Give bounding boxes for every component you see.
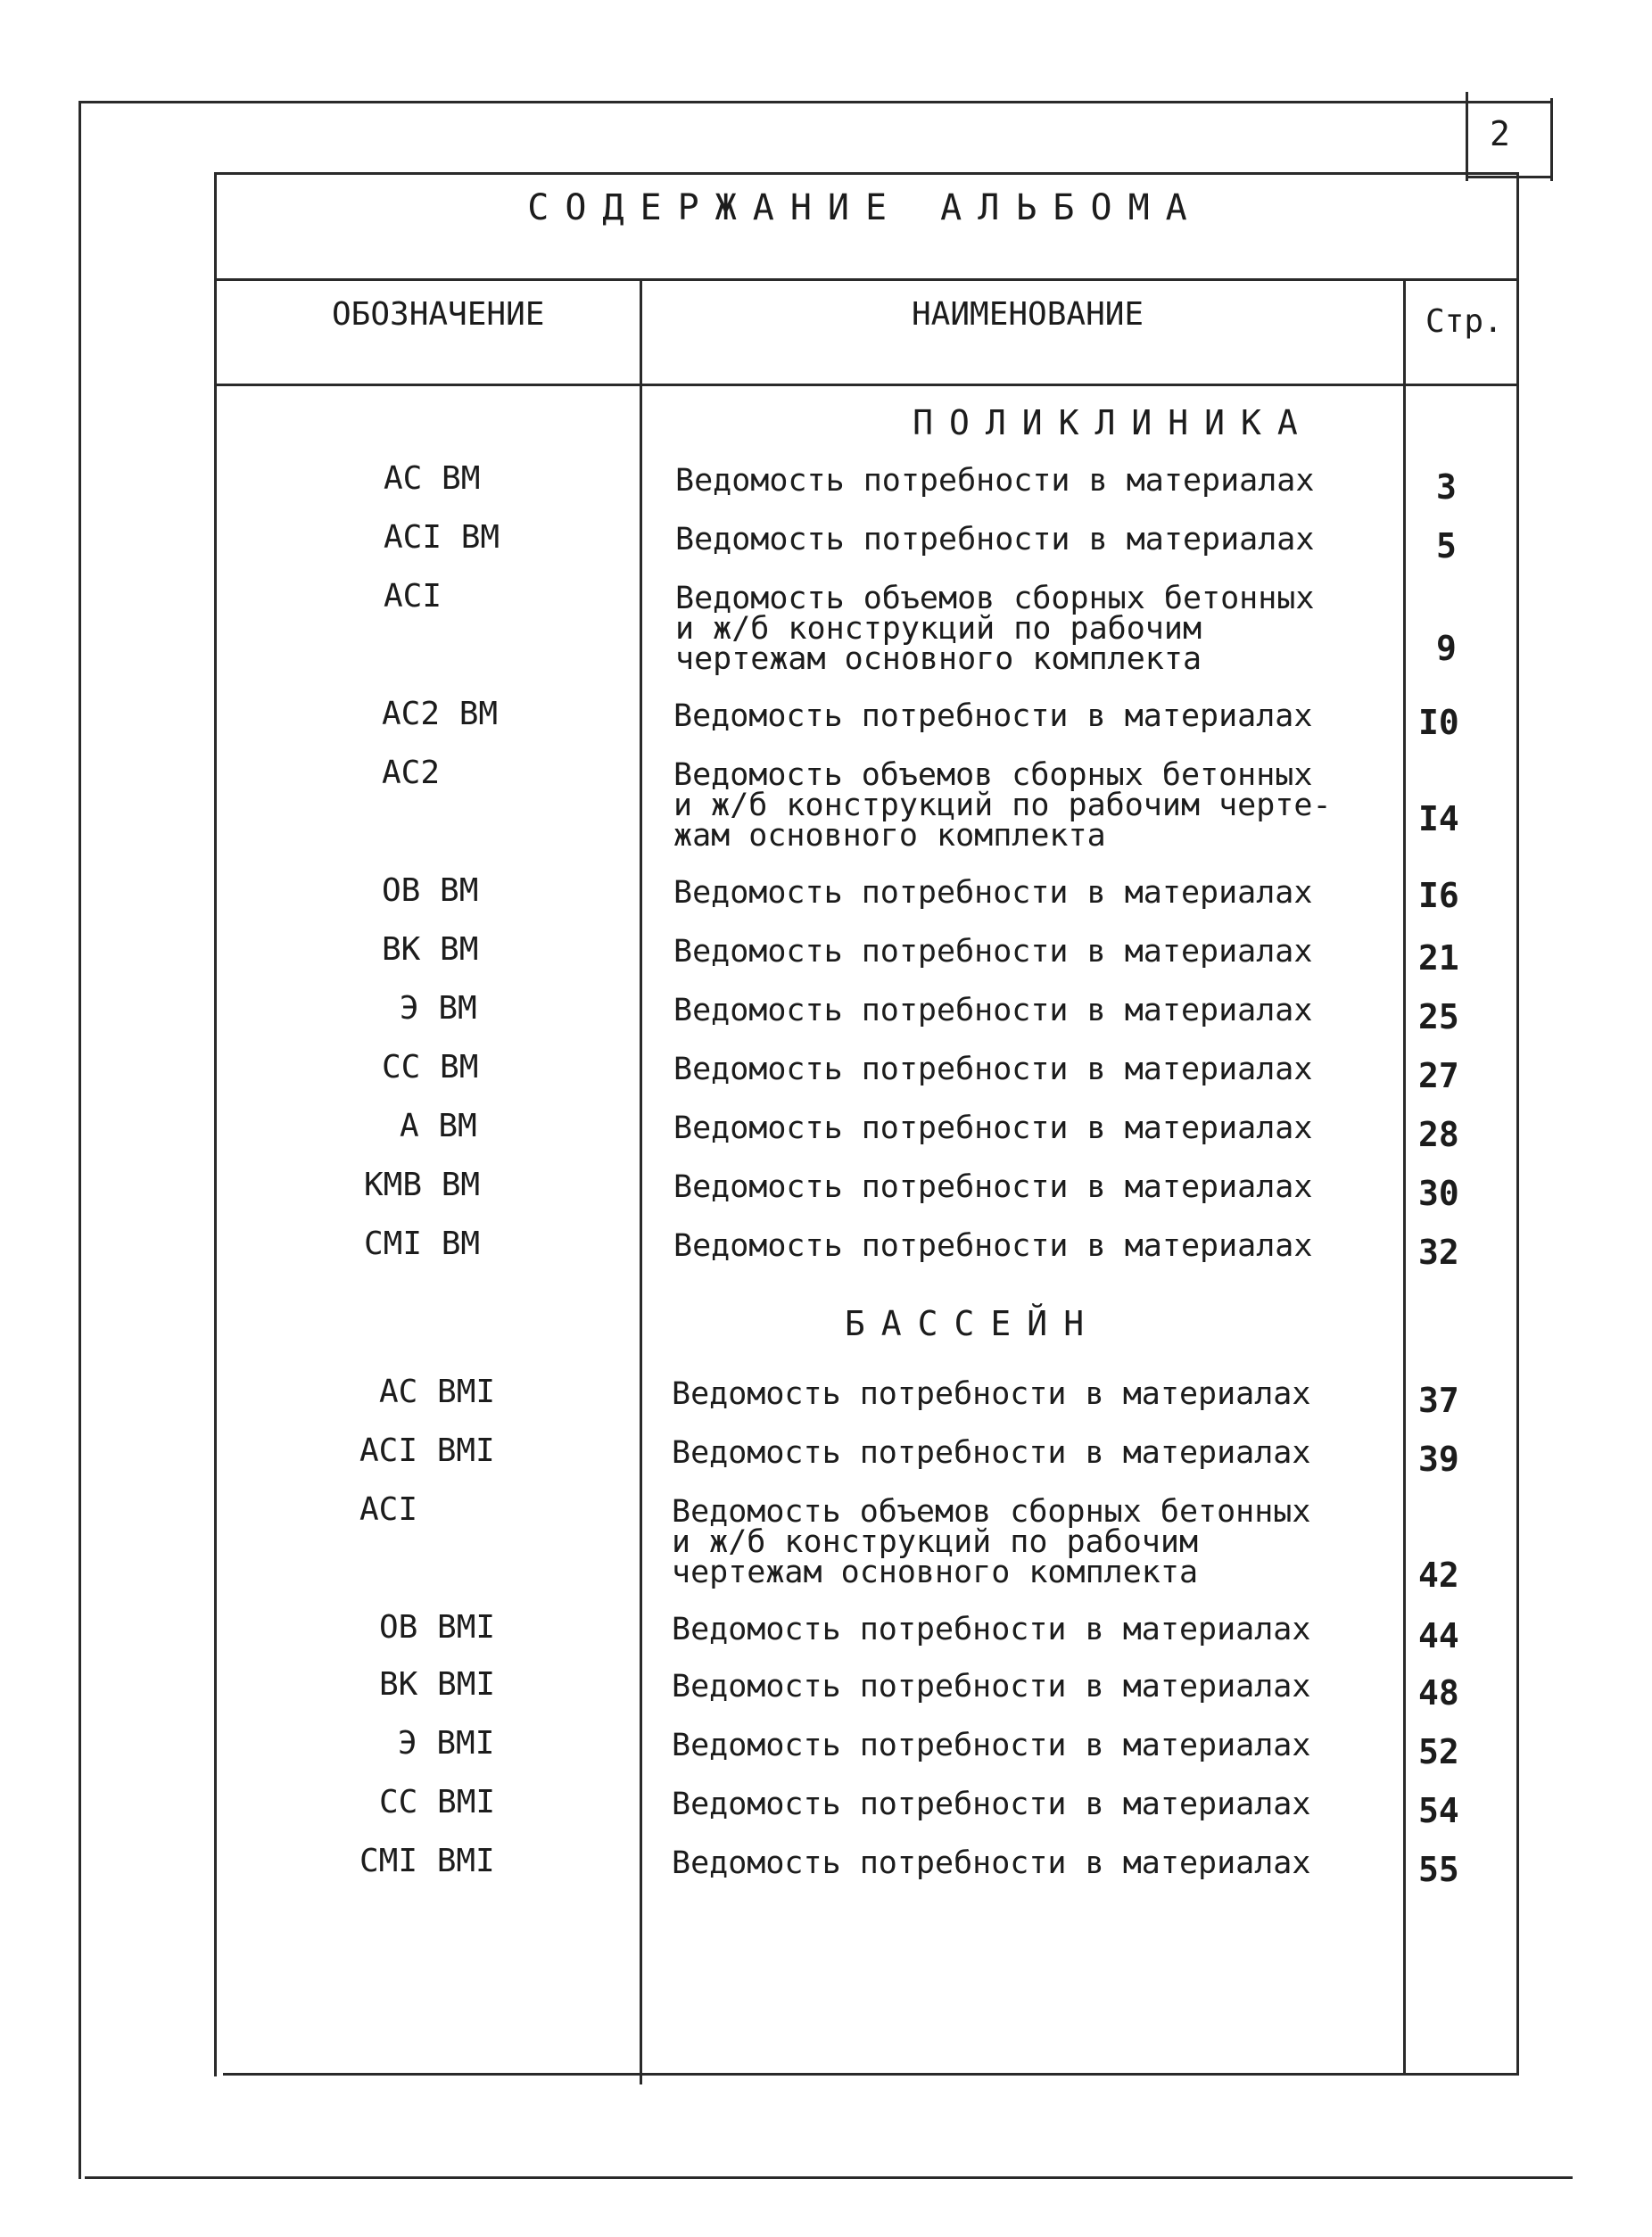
table-bottom: [223, 2073, 1519, 2076]
album-contents-title: СОДЕРЖАНИЕ АЛЬБОМА: [527, 187, 1203, 228]
section-title: ПОЛИКЛИНИКА: [913, 403, 1314, 442]
row-page: 44: [1418, 1616, 1459, 1655]
outer-frame-left: [78, 101, 81, 2179]
row-page: 42: [1418, 1556, 1459, 1595]
row-name: Ведомость потребности в материалах: [672, 1669, 1311, 1705]
row-code: ОВ ВМ: [382, 872, 479, 909]
row-page: 28: [1418, 1115, 1459, 1154]
page-number: 2: [1490, 114, 1510, 153]
row-code: ВК ВМ: [382, 931, 479, 968]
table-top: [214, 172, 1519, 175]
row-name: Ведомость потребности в материалах: [672, 1845, 1311, 1881]
row-name: Ведомость объемов сборных бетонных и ж/б конструкций по рабочим чертежам основного комплекта: [672, 1494, 1311, 1590]
row-page: 32: [1418, 1233, 1459, 1272]
row-name: Ведомость потребности в материалах: [672, 1728, 1311, 1763]
header-name: НАИМЕНОВАНИЕ: [912, 296, 1144, 333]
row-name: Ведомость объемов сборных бетонных и ж/б конструкций по рабочим черте- жам основного комплекта: [673, 757, 1332, 854]
row-name: Ведомость потребности в материалах: [672, 1435, 1311, 1471]
row-name: Ведомость потребности в материалах: [672, 1787, 1311, 1822]
header-page: Стр.: [1425, 303, 1503, 340]
row-code: ВК ВМI: [379, 1666, 496, 1703]
row-code: АС ВМ: [384, 460, 481, 497]
header-separator: [214, 384, 1519, 386]
row-name: Ведомость потребности в материалах: [672, 1376, 1311, 1412]
row-page: 37: [1418, 1381, 1459, 1420]
row-name: Ведомость потребности в материалах: [673, 1228, 1313, 1264]
row-page: 9: [1436, 629, 1457, 668]
row-code: СМI ВМ: [364, 1226, 481, 1262]
row-page: I0: [1418, 703, 1459, 742]
row-code: КМВ ВМ: [364, 1167, 481, 1203]
row-page: 25: [1418, 997, 1459, 1036]
row-page: 27: [1418, 1056, 1459, 1095]
row-name: Ведомость потребности в материалах: [673, 875, 1313, 911]
row-code: АСI: [359, 1491, 418, 1528]
row-code: АС2: [382, 755, 441, 791]
row-code: АСI ВМI: [359, 1432, 495, 1469]
row-code: АС ВМI: [379, 1374, 496, 1410]
stamp-box-left: [1466, 92, 1468, 181]
row-page: 39: [1418, 1440, 1459, 1479]
row-page: 54: [1418, 1791, 1459, 1830]
row-code: СМI ВМI: [359, 1843, 495, 1879]
table-right: [1516, 172, 1519, 2075]
row-code: А ВМ: [400, 1108, 477, 1144]
row-code: АС2 ВМ: [382, 696, 499, 732]
row-name: Ведомость потребности в материалах: [673, 1052, 1313, 1087]
row-code: АСI ВМ: [384, 519, 500, 556]
row-name: Ведомость потребности в материалах: [673, 993, 1313, 1028]
column-divider-1: [640, 278, 642, 2084]
row-page: 48: [1418, 1673, 1459, 1713]
row-page: 30: [1418, 1174, 1459, 1213]
row-code: Э ВМ: [400, 990, 477, 1027]
stamp-box-right: [1550, 98, 1553, 181]
row-name: Ведомость объемов сборных бетонных и ж/б конструкций по рабочим чертежам основного комплекта: [675, 581, 1315, 677]
row-name: Ведомость потребности в материалах: [673, 1169, 1313, 1205]
stamp-box-bottom: [1466, 176, 1552, 178]
outer-frame-bottom: [85, 2176, 1573, 2179]
row-page: 21: [1418, 938, 1459, 978]
row-code: ОВ ВМI: [379, 1609, 496, 1646]
row-page: I4: [1418, 799, 1459, 838]
row-code: СС ВМ: [382, 1049, 479, 1085]
row-page: 3: [1436, 467, 1457, 507]
row-page: 5: [1436, 526, 1457, 565]
row-page: 52: [1418, 1732, 1459, 1771]
outer-frame-top: [78, 101, 1552, 103]
section-title: БАССЕЙН: [844, 1304, 1101, 1343]
table-left: [214, 172, 217, 2076]
title-separator: [214, 278, 1519, 281]
row-name: Ведомость потребности в материалах: [673, 1110, 1313, 1146]
row-code: АСI: [384, 578, 442, 615]
row-page: I6: [1418, 876, 1459, 915]
row-page: 55: [1418, 1850, 1459, 1889]
row-code: СС ВМI: [379, 1784, 496, 1820]
row-name: Ведомость потребности в материалах: [675, 522, 1315, 557]
row-name: Ведомость потребности в материалах: [672, 1612, 1311, 1647]
row-code: Э ВМI: [398, 1725, 495, 1762]
row-name: Ведомость потребности в материалах: [673, 934, 1313, 970]
row-name: Ведомость потребности в материалах: [675, 463, 1315, 499]
row-name: Ведомость потребности в материалах: [673, 698, 1313, 734]
column-divider-2: [1403, 278, 1406, 2075]
header-designation: ОБОЗНАЧЕНИЕ: [332, 296, 545, 333]
